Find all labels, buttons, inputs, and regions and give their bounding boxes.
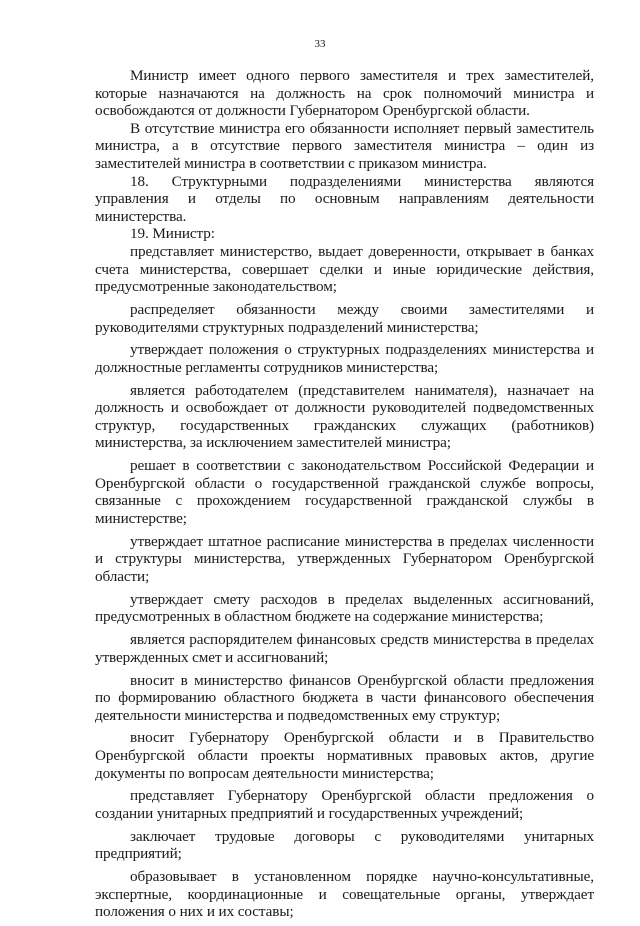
minister-duty-staff-schedule: утверждает штатное расписание министерства в пределах численности и структуры министерства, утвержденных Губернатором Оренбургской области; — [95, 532, 594, 585]
minister-duty-represents: представляет министерство, выдает доверенности, открывает в банках счета министерства, совершает сделки и иные юридические действия, предусмотренные законодательством; — [95, 242, 594, 296]
minister-duty-financial-manager: является распорядителем финансовых средств министерства в пределах утвержденных смет и ассигнований; — [95, 631, 594, 666]
minister-duty-draft-acts: вносит Губернатору Оренбургской области и в Правительство Оренбургской области проекты нормативных правовых актов, другие документы по вопросам деятельности министерства; — [95, 729, 594, 782]
paragraph-absence-of-minister: В отсутствие министра его обязанности исполняет первый заместитель министра, а в отсутствие первого заместителя министра – один из заместителей министра в соответствии с приказом министра. — [95, 119, 594, 172]
minister-duty-budget-proposals: вносит в министерство финансов Оренбургской области предложения по формированию областного бюджета в части финансового обеспечения деятельности министерства и подведомственных ему структур; — [95, 671, 594, 724]
minister-duty-advisory-bodies: образовывает в установленном порядке научно-консультативные, экспертные, координационные и совещательные органы, утверждает положения о них и их составы; — [95, 868, 594, 921]
minister-duty-enterprise-proposals: представляет Губернатору Оренбургской области предложения о создании унитарных предприятий и государственных учреждений; — [95, 787, 594, 823]
page-number: 33 — [314, 38, 326, 50]
document-body — [95, 67, 594, 926]
minister-duty-labor-contracts: заключает трудовые договоры с руководителями унитарных предприятий; — [95, 827, 594, 863]
paragraph-19-minister: 19. Министр: — [130, 225, 215, 243]
minister-duty-budget-estimate: утверждает смету расходов в пределах выделенных ассигнований, предусмотренных в областном бюджете на содержание министерства; — [95, 590, 594, 626]
minister-duty-approves-regulations: утверждает положения о структурных подразделениях министерства и должностные регламенты сотрудников министерства; — [95, 341, 594, 376]
paragraph-deputies: Министр имеет одного первого заместителя и трех заместителей, которые назначаются на должность на срок полномочий министра и освобождаются от должности Губернатором Оренбургской области. — [95, 67, 594, 120]
minister-duty-civil-service: решает в соответствии с законодательством Российской Федерации и Оренбургской области о государственной гражданской службе вопросы, связанные с прохождением государственной гражданской службы в министерстве; — [95, 457, 594, 527]
minister-duty-distributes: распределяет обязанности между своими заместителями и руководителями структурных подразделений министерства; — [95, 300, 594, 336]
minister-duty-employer: является работодателем (представителем нанимателя), назначает на должность и освобождает от должности руководителей подведомственных структур, государственных гражданских служащих (работников) министерства, за исключением заместителей министра; — [95, 381, 594, 452]
paragraph-18-structural-units: 18. Структурными подразделениями министерства являются управления и отделы по основным направлениям деятельности министерства. — [95, 172, 594, 225]
